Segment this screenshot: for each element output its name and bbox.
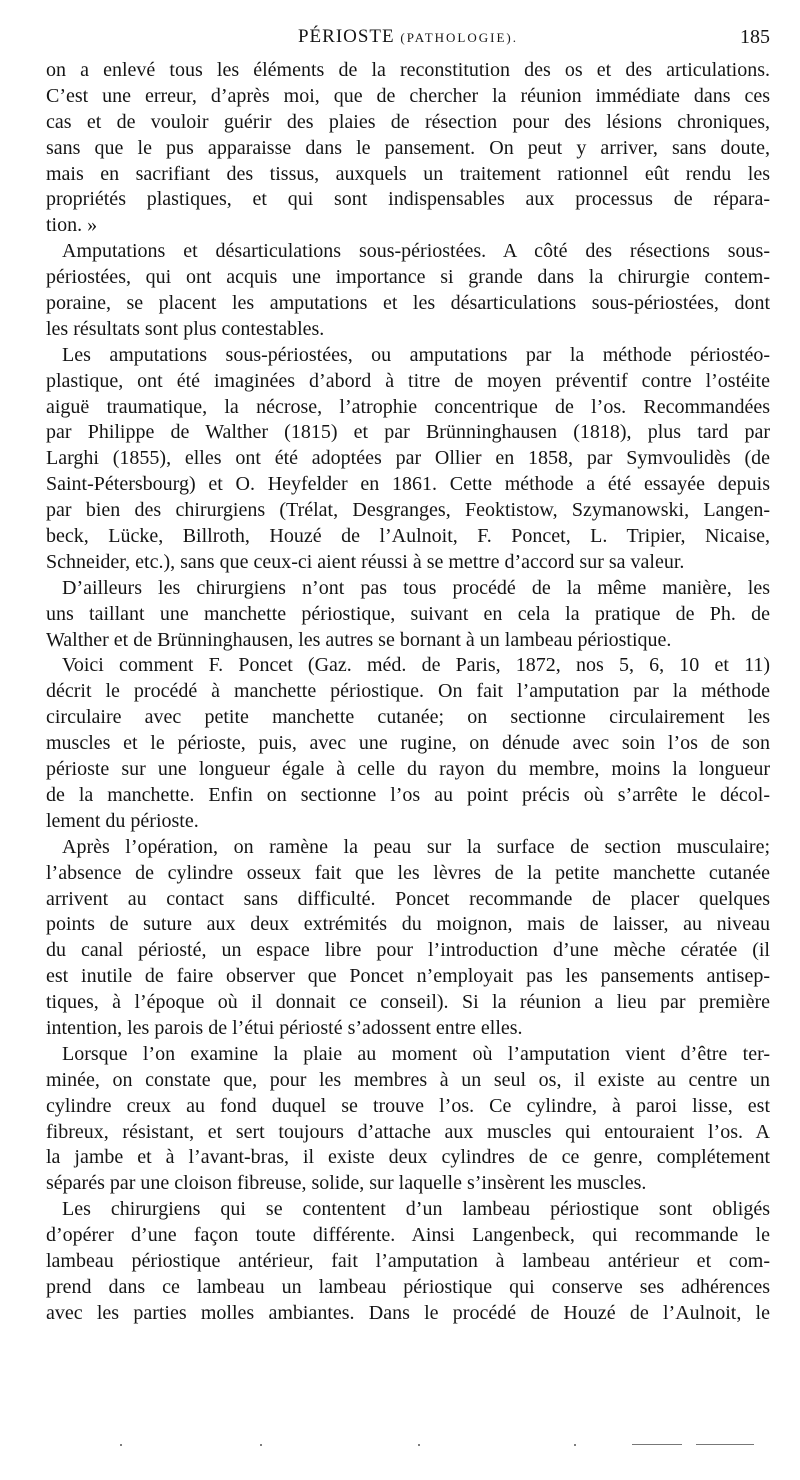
text-line: mais en sacrifiant des tissus, auxquels un traitement rationnel eût rendu les	[46, 162, 770, 185]
text-line: avec les parties molles ambiantes. Dans le procédé de Houzé de l’Aulnoit, le	[46, 1301, 770, 1324]
text-line: décrit le procédé à manchette périostique. On fait l’amputation par la méthode	[46, 680, 770, 703]
page-number: 185	[740, 26, 770, 48]
text-line: Walther et de Brünninghausen, les autres se bornant à un lambeau périostique.	[46, 628, 672, 651]
text-line: est inutile de faire observer que Poncet n’employait pas les pansements antisep-	[46, 965, 770, 988]
text-line: intention, les parois de l’étui périosté s’adossent entre elles.	[46, 1016, 523, 1039]
text-line: uns taillant une manchette périostique, suivant en cela la pratique de Ph. de	[46, 602, 770, 625]
text-line: muscles et le périoste, puis, avec une rugine, on dénude avec soin l’os de son	[46, 732, 770, 755]
header-subtitle: (PATHOLOGIE).	[400, 30, 519, 45]
text-line: prend dans ce lambeau un lambeau périostique qui conserve ses adhérences	[46, 1275, 770, 1298]
print-mark	[120, 1444, 122, 1446]
text-line: les résultats sont plus contestables.	[46, 317, 325, 340]
text-line: par bien des chirurgiens (Trélat, Desgranges, Feoktistow, Szymanowski, Langen-	[46, 499, 770, 522]
text-line: D’ailleurs les chirurgiens n’ont pas tous procédé de la même manière, les	[62, 576, 770, 599]
text-line: Voici comment F. Poncet (Gaz. méd. de Paris, 1872, nos 5, 6, 10 et 11)	[62, 654, 770, 677]
text-line: Amputations et désarticulations sous-périostées. A côté des résections sous-	[62, 240, 770, 263]
text-line: Les amputations sous-périostées, ou amputations par la méthode périostéo-	[62, 343, 770, 366]
text-line: Saint-Pétersbourg) et O. Heyfelder en 1861. Cette méthode a été essayée depuis	[46, 473, 770, 496]
running-head	[46, 26, 770, 48]
print-mark	[418, 1444, 420, 1446]
header-title: PÉRIOSTE	[297, 26, 395, 47]
print-mark	[632, 1444, 682, 1445]
text-line: tion. »	[46, 214, 98, 237]
print-mark	[574, 1444, 576, 1446]
text-line: du canal périosté, un espace libre pour l’introduction d’une mèche cératée (il	[46, 939, 770, 962]
text-line: Schneider, etc.), sans que ceux-ci aient réussi à se mettre d’accord sur sa valeur.	[46, 550, 685, 573]
footer-marks	[46, 1440, 770, 1452]
print-mark	[260, 1444, 262, 1446]
text-line: lambeau périostique antérieur, fait l’amputation à lambeau antérieur et com-	[46, 1249, 770, 1272]
text-line: points de suture aux deux extrémités du moignon, mais de laisser, au niveau	[46, 913, 770, 936]
text-line: séparés par une cloison fibreuse, solide, sur laquelle s’insèrent les muscles.	[46, 1172, 647, 1195]
text-line: l’absence de cylindre osseux fait que les lèvres de la petite manchette cutanée	[46, 861, 770, 884]
text-line: lement du périoste.	[46, 809, 199, 832]
text-line: de la manchette. Enfin on sectionne l’os au point précis où s’arrête le décol-	[46, 783, 770, 806]
text-line: arrivent au contact sans difficulté. Poncet recommande de placer quelques	[46, 887, 770, 910]
text-line: minée, on constate que, pour les membres à un seul os, il existe au centre un	[46, 1068, 770, 1091]
text-line: poraine, se placent les amputations et les désarticulations sous-périostées, dont	[46, 292, 770, 315]
page-header	[46, 26, 770, 56]
text-line: fibreux, résistant, et sert toujours d’attache aux muscles qui entouraient l’os. A	[46, 1120, 770, 1143]
text-line: cas et de vouloir guérir des plaies de résection pour des lésions chroniques,	[46, 110, 770, 133]
text-line: C’est une erreur, d’après moi, que de chercher la réunion immédiate dans ces	[46, 84, 770, 107]
text-line: la jambe et à l’avant-bras, il existe deux cylindres de ce genre, complétement	[46, 1146, 770, 1169]
print-mark	[696, 1444, 754, 1445]
text-line: aiguë traumatique, la nécrose, l’atrophie concentrique de l’os. Recommandées	[46, 395, 770, 418]
text-line: cylindre creux au fond duquel se trouve l’os. Ce cylindre, à paroi lisse, est	[46, 1094, 770, 1117]
text-line: Les chirurgiens qui se contentent d’un lambeau périostique sont obligés	[62, 1198, 770, 1221]
text-line: périoste sur une longueur égale à celle du rayon du membre, moins la longueur	[46, 758, 770, 781]
text-line: Larghi (1855), elles ont été adoptées par Ollier en 1858, par Symvoulidès (de	[46, 447, 770, 470]
text-line: d’opérer d’une façon toute différente. Ainsi Langenbeck, qui recommande le	[46, 1224, 770, 1247]
text-line: tiques, à l’époque où il donnait ce conseil). Si la réunion a lieu par première	[46, 991, 770, 1014]
text-line: plastique, ont été imaginées d’abord à titre de moyen préventif contre l’ostéite	[46, 369, 770, 392]
body-text	[46, 58, 770, 1327]
text-line: Après l’opération, on ramène la peau sur la surface de section musculaire;	[62, 835, 770, 858]
text-line: on a enlevé tous les éléments de la reconstitution des os et des articulations.	[46, 59, 770, 81]
text-line: propriétés plastiques, et qui sont indispensables aux processus de répara-	[46, 188, 770, 211]
text-line: circulaire avec petite manchette cutanée; on sectionne circulairement les	[46, 706, 770, 729]
text-line: périostées, qui ont acquis une importance si grande dans la chirurgie contem-	[46, 266, 770, 289]
text-line: sans que le pus apparaisse dans le pansement. On peut y arriver, sans doute,	[46, 136, 770, 159]
text-line: beck, Lücke, Billroth, Houzé de l’Aulnoit, F. Poncet, L. Tripier, Nicaise,	[46, 525, 770, 548]
text-line: par Philippe de Walther (1815) et par Brünninghausen (1818), plus tard par	[46, 421, 770, 444]
text-line: Lorsque l’on examine la plaie au moment où l’amputation vient d’être ter-	[62, 1042, 770, 1065]
